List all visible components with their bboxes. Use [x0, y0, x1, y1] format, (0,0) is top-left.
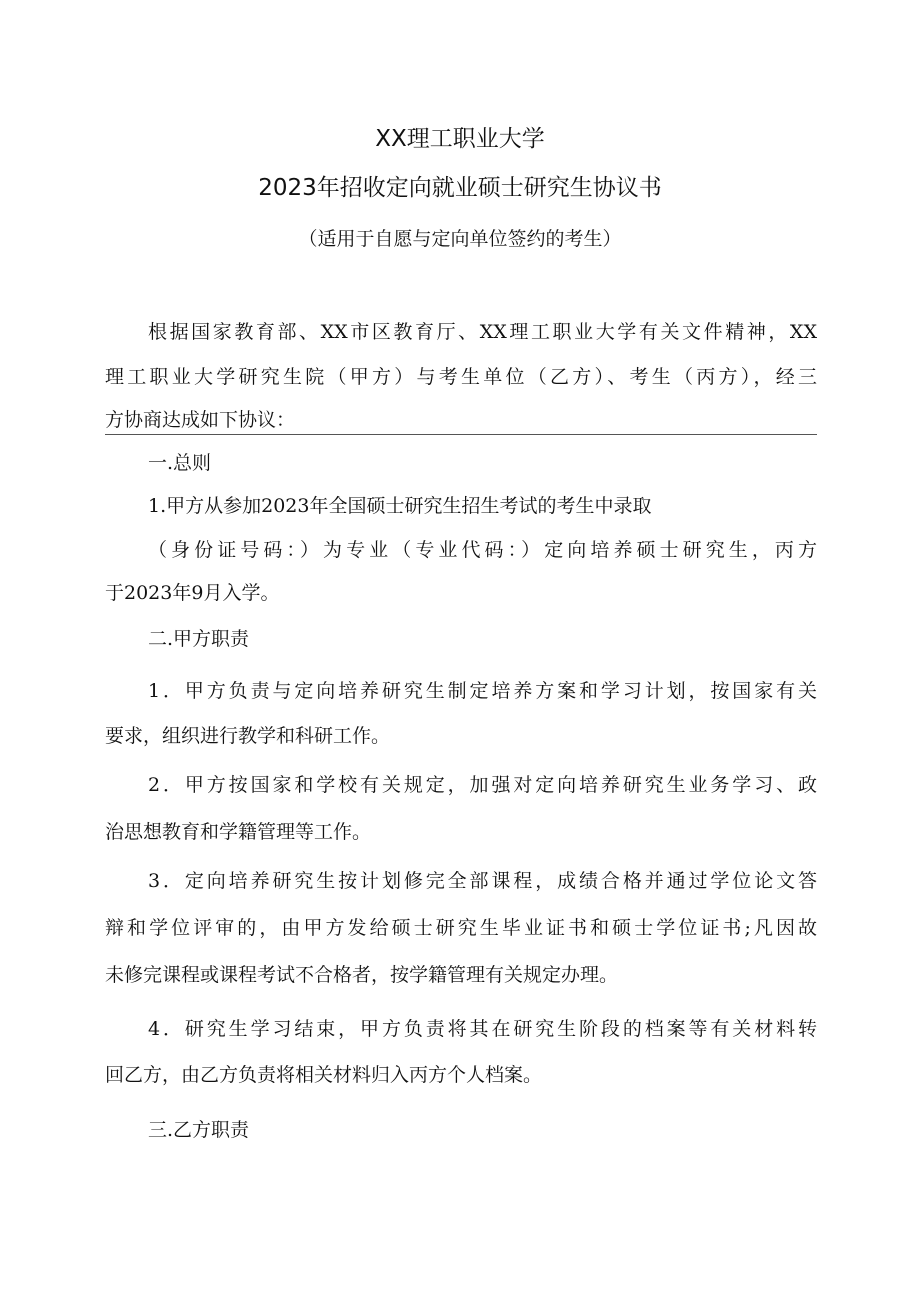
- document-title-line2: 2023年招收定向就业硕士研究生协议书: [258, 175, 662, 201]
- section2-item4-line1: 4．研究生学习结束，甲方负责将其在研究生阶段的档案等有关材料转: [148, 1018, 817, 1040]
- section2-item2-line2: 治思想教育和学籍管理等工作。: [105, 821, 372, 843]
- section2-item1-line2: 要求，组织进行教学和科研工作。: [105, 725, 391, 747]
- section2-item3-line1: 3．定向培养研究生按计划修完全部课程，成绩合格并通过学位论文答: [148, 870, 817, 892]
- document-title-line1: XX理工职业大学: [375, 126, 545, 152]
- section2-heading: 二.甲方职责: [148, 628, 250, 650]
- preamble-line-1: 根据国家教育部、XX市区教育厅、XX理工职业大学有关文件精神，XX: [148, 321, 817, 343]
- preamble-line-2: 理工职业大学研究生院（甲方）与考生单位（乙方）、考生（丙方），经三: [105, 366, 817, 388]
- section3-heading: 三.乙方职责: [148, 1119, 250, 1141]
- section1-item1-line3: 于2023年9月入学。: [105, 582, 280, 604]
- section2-item4-line2: 回乙方，由乙方负责将相关材料归入丙方个人档案。: [105, 1064, 543, 1086]
- section1-item1-line1: 1.甲方从参加2023年全国硕士研究生招生考试的考生中录取: [148, 495, 652, 517]
- section1-item1-line2: （身份证号码：）为专业（专业代码：）定向培养硕士研究生，丙方: [148, 539, 817, 561]
- section2-item3-line2: 辩和学位评审的，由甲方发给硕士研究生毕业证书和硕士学位证书;凡因故: [105, 917, 817, 939]
- section2-item2-line1: 2．甲方按国家和学校有关规定，加强对定向培养研究生业务学习、政: [148, 774, 817, 796]
- document-subtitle: （适用于自愿与定向单位签约的考生）: [298, 228, 622, 250]
- section2-item1-line1: 1．甲方负责与定向培养研究生制定培养方案和学习计划，按国家有关: [148, 680, 817, 702]
- header-divider: [105, 434, 817, 435]
- section2-item3-line3: 未修完课程或课程考试不合格者，按学籍管理有关规定办理。: [105, 964, 619, 986]
- preamble-line-3: 方协商达成如下协议：: [105, 409, 296, 431]
- section1-heading: 一.总则: [148, 452, 212, 474]
